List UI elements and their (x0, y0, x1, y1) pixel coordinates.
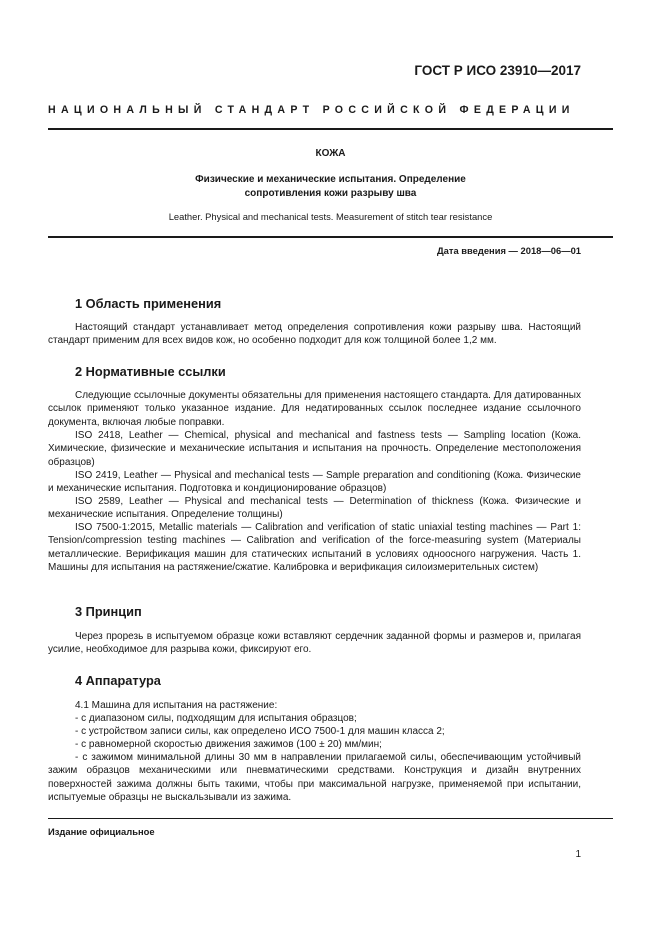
reference-iso-2419: ISO 2419, Leather — Physical and mechanical tests — Sample preparation and conditioning (Кожа. Физические и механические испытания. Подготовка и кондиционирование образцов) (48, 470, 581, 495)
document-title: КОЖА (315, 148, 346, 159)
section-3-heading: 3 Принцип (75, 604, 142, 619)
reference-iso-7500-1: ISO 7500-1:2015, Metallic materials — Calibration and verification of static uniaxial testing machines — Part 1: Tension/compression testing machines — Calibration and verification of the force-measuring system (Материалы металлические. Верификация машин для статических испытаний в условиях одноосного нагружения. Часть 1. Машины для испытания на растяжение/сжатие. Калибровка и верификация силоизмерительных систем) (48, 522, 581, 573)
section-3-paragraph: Через прорезь в испытуемом образце кожи вставляют сердечник заданной формы и размеров и, прилагая усилие, необходимое для разрыва кожи, фиксируют его. (48, 631, 581, 656)
introduction-date: Дата введения — 2018—06—01 (436, 245, 581, 256)
english-title: Leather. Physical and mechanical tests. Measurement of stitch tear resistance (168, 211, 493, 222)
national-standard-title: НАЦИОНАЛЬНЫЙ СТАНДАРТ РОССИЙСКОЙ ФЕДЕРАЦИИ (48, 104, 575, 116)
apparatus-item-speed: - с равномерной скоростью движения зажимов (100 ± 20) мм/мин; (75, 739, 382, 750)
section-4-heading: 4 Аппаратура (75, 673, 161, 688)
header-divider (48, 128, 613, 130)
document-subtitle (48, 173, 613, 201)
title-divider (48, 236, 613, 238)
section-1-heading: 1 Область применения (75, 296, 222, 311)
document-code: ГОСТ Р ИСО 23910—2017 (414, 63, 581, 78)
section-2-paragraph-1: Следующие ссылочные документы обязательны для применения настоящего стандарта. Для датированных ссылок применяют только указанное издание. Для недатированных ссылок последнее издание ссылочного документа, включая любые поправки. (48, 390, 581, 428)
official-edition-label: Издание официальное (48, 826, 155, 837)
apparatus-item-force-recording: - с устройством записи силы, как определено ИСО 7500-1 для машин класса 2; (75, 726, 445, 737)
reference-iso-2418: ISO 2418, Leather — Chemical, physical and mechanical and fastness tests — Sampling location (Кожа. Химические, физические и механические испытания и испытания на прочность. Определение местоположения образцов) (48, 430, 581, 468)
subtitle-line-2: сопротивления кожи разрыву шва (244, 188, 417, 199)
section-2-heading: 2 Нормативные ссылки (75, 364, 226, 379)
footer-divider (48, 818, 613, 819)
apparatus-item-force-range: - с диапазоном силы, подходящим для испытания образцов; (75, 713, 357, 724)
apparatus-item-4-1: 4.1 Машина для испытания на растяжение: (75, 700, 278, 711)
reference-iso-2589: ISO 2589, Leather — Physical and mechanical tests — Determination of thickness (Кожа. Физические и механические испытания. Определение толщины) (48, 496, 581, 521)
page-number: 1 (575, 849, 581, 860)
section-1-paragraph: Настоящий стандарт устанавливает метод определения сопротивления кожи разрыву шва. Настоящий стандарт применим для всех видов кож, но особенно подходит для кож толщиной более 1,2 мм. (48, 322, 581, 347)
subtitle-line-1: Физические и механические испытания. Определение (195, 174, 466, 185)
apparatus-item-clamp: - с зажимом минимальной длины 30 мм в направлении прилагаемой силы, обеспечивающим устойчивый зажим образцов механическими или пневматическими средствами. Конструкция и дизайн внутренних поверхностей зажима должны быть такими, чтобы при максимальной нагрузке, применяемой при испытании, испытуемые образцы не выскальзывали из зажима. (48, 752, 581, 803)
